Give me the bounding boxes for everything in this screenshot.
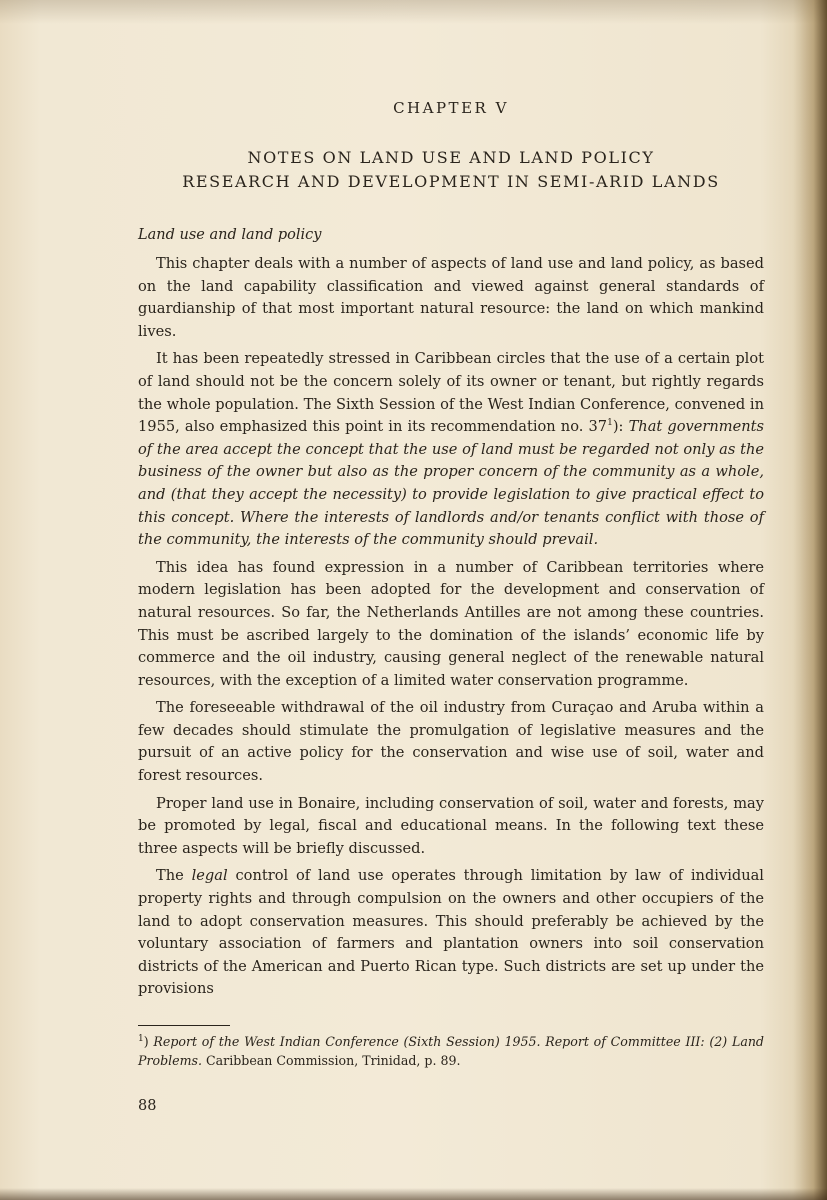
page-content [138, 98, 764, 1116]
paragraph-2-intro: It has been repeatedly stressed in Caribbean circles that the use of a certain plot of land should not be the concern solely of its owner or tenant, but rightly regards the whole population. The Sixth Session of the West Indian Conference, convened in 1955, also emphasized this point in its recommendation no. 37 [138, 350, 764, 436]
paragraph-4: The foreseeable withdrawal of the oil industry from Curaçao and Aruba within a few decades should stimulate the promulgation of legislative measures and the pursuit of an active policy for the conservation and wise use of soil, water and forest resources. [138, 699, 764, 785]
paragraph-5: Proper land use in Bonaire, including conservation of soil, water and forests, may be promoted by legal, fiscal and educational means. In the following text these three aspects will be briefly discussed. [138, 794, 764, 857]
paragraph-6-rest: control of land use operates through limitation by law of individual property rights and through compulsion on the owners and other occupiers of the land to adopt conservation measures. This should preferably be achieved by the voluntary association of farmers and plantation owners into soil conservation districts of the American and Puerto Rican type. Such districts are set up under the provisions [138, 867, 764, 998]
paragraph-1: This chapter deals with a number of aspects of land use and land policy, as based on the land capability classification and viewed against general standards of guardianship of that most important natural resource: the land on which mankind lives. [138, 255, 764, 340]
chapter-label: CHAPTER V [393, 99, 509, 117]
paragraph-6-emphasis: legal [191, 867, 228, 885]
footnote-divider [138, 1025, 230, 1026]
recommendation-quote: That governments of the area accept the concept that the use of land must be regarded not only as the business of the owner but also as the proper concern of the community as a whole, and (that they accept the necessity) to provide legislation to give practical effect to this concept. Where the interests of landlords and/or tenants conflict with those of the community, the interests of the community should prevail. [138, 418, 765, 549]
chapter-title [138, 146, 764, 194]
paragraph-6 [138, 865, 764, 1001]
section-heading: Land use and land policy [138, 227, 322, 243]
top-shadow [0, 0, 827, 24]
chapter-title-line-2: RESEARCH AND DEVELOPMENT IN SEMI-ARID LANDS [182, 172, 720, 191]
paragraph-2-colon: ): [612, 418, 629, 436]
paragraph-2 [138, 348, 764, 551]
spine-shadow [793, 0, 827, 1200]
paragraph-6-start: The [156, 867, 192, 885]
bottom-edge [0, 1188, 827, 1200]
page-number: 88 [138, 1098, 157, 1114]
footnote-citation-rest: Caribbean Commission, Trinidad, p. 89. [202, 1053, 461, 1068]
chapter-title-line-1: NOTES ON LAND USE AND LAND POLICY [247, 148, 655, 167]
footnote-citation-title: Report of the West Indian Conference (Sixth Session) 1955. Report of Committee III: (2) Land Problems. [138, 1034, 764, 1068]
footnote-reference: 1 [607, 418, 613, 429]
footnote-mark-close: ) [143, 1034, 154, 1049]
footnote [138, 1032, 764, 1070]
footnote-mark: 1 [138, 1033, 144, 1044]
paragraph-3: This idea has found expression in a number of Caribbean territories where modern legislation has been adopted for the development and conservation of natural resources. So far, the Netherlands Antilles are not among these countries. This must be ascribed largely to the domination of the islands’ economic life by commerce and the oil industry, causing general neglect of the renewable natural resources, with the exception of a limited water conservation programme. [138, 558, 764, 689]
